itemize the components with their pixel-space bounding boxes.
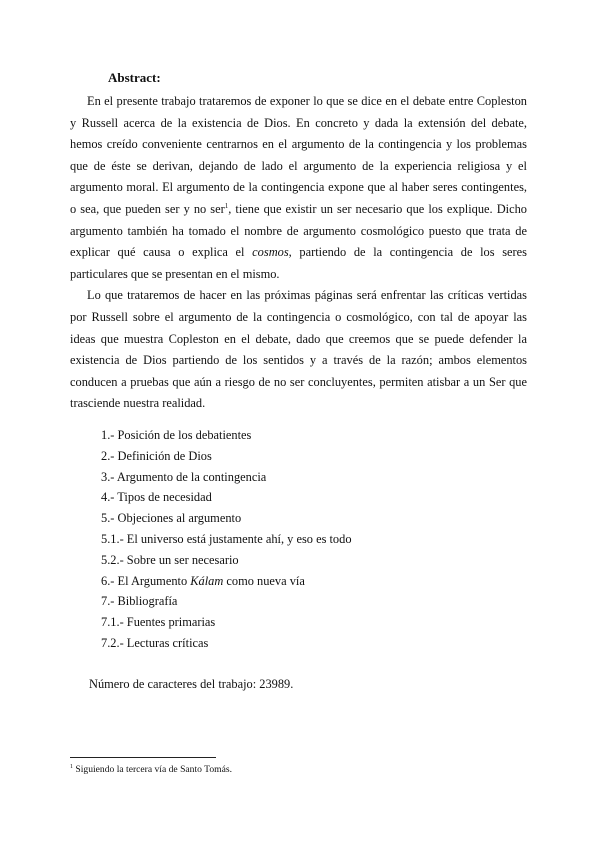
toc-item: 7.2.- Lecturas críticas (101, 635, 209, 650)
toc-item (101, 571, 352, 592)
toc-item: 1.- Posición de los debatientes (101, 428, 252, 442)
toc-item: 7.- Bibliografía (101, 594, 178, 609)
abstract-body (70, 91, 527, 415)
character-count: Número de caracteres del trabajo: 23989. (89, 677, 294, 691)
footnote (70, 764, 232, 775)
table-of-contents (101, 425, 352, 654)
toc-item: 3.- Argumento de la contingencia (101, 469, 267, 484)
toc-item-text-a: 6.- El Argumento (101, 573, 191, 588)
footnote-reference: 1 (224, 201, 229, 210)
toc-item: 2.- Definición de Dios (101, 448, 212, 463)
toc-item: 4.- Tipos de necesidad (101, 490, 212, 505)
toc-item-text-b: como nueva vía (223, 573, 305, 588)
abstract-heading: Abstract: (108, 70, 161, 85)
paragraph-1-text-c: , partiendo de la contingencia de los seres particulares que se presentan en el mismo. (70, 245, 528, 281)
toc-item: 5.- Objeciones al argumento (101, 511, 242, 526)
abstract-paragraph-1 (70, 91, 527, 285)
footnote-divider (70, 757, 216, 758)
abstract-paragraph-2: Lo que trataremos de hacer en las próximas páginas será enfrentar las críticas vertidas por Russell sobre el argumento de la contingencia o cosmológico, con tal de apoyar las ideas que muestra Copleston en el debate, dado que creemos que se puede defender la existencia de Dios partiendo de los sentidos y a través de la razón; ambos elementos conducen a pruebas que aún a riesgo de no ser concluyentes, permiten atisbar a un Ser que trasciende nuestra realidad. (70, 288, 527, 411)
footnote-mark: 1 (70, 764, 73, 770)
toc-item: 5.2.- Sobre un ser necesario (101, 552, 239, 567)
paragraph-1-text-a: En el presente trabajo trataremos de exponer lo que se dice en el debate entre Copleston y Russell acerca de la existencia de Dios. En concreto y dada la extensión del debate, hemos creído conveniente centrarnos en el argumento de la contingencia y los problemas que de éste se derivan, dejando de lado el argumento de la experiencia religiosa y el argumento moral. El argumento de la contingencia expone que al haber seres contingentes, o sea, que pueden ser y no ser (70, 94, 527, 216)
toc-item-italic: Kálam (190, 573, 224, 588)
toc-item: 7.1.- Fuentes primarias (101, 615, 216, 630)
paragraph-1-text-b: , tiene que existir un ser necesario que los explique. Dicho argumento también ha tomado el nombre de argumento cosmológico puesto que trata de explicar qué causa o explica el (70, 201, 527, 260)
toc-item: 5.1.- El universo está justamente ahí, y eso es todo (101, 531, 352, 546)
footnote-text: Siguiendo la tercera vía de Santo Tomás. (73, 764, 233, 776)
paragraph-1-italic-term: cosmos (252, 245, 289, 260)
